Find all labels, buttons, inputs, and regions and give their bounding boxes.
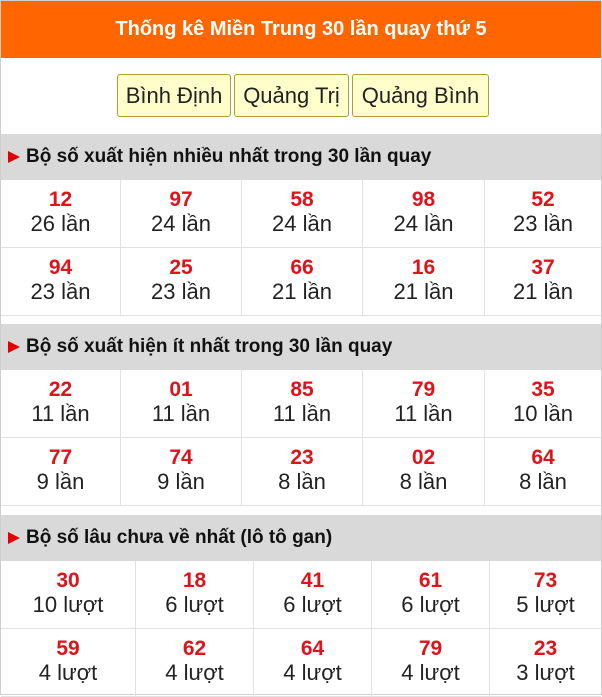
province-button-quang-tri[interactable]: Quảng Trị [234, 74, 349, 117]
number-cell [363, 248, 485, 316]
number-cell [485, 180, 601, 248]
lottery-number: 16 [411, 256, 436, 279]
number-cell [490, 561, 601, 629]
occurrence-count: 23 lần [513, 211, 573, 236]
occurrence-count: 21 lần [513, 279, 573, 304]
number-cell [242, 438, 363, 506]
number-cell [363, 180, 485, 248]
lottery-number: 02 [411, 446, 436, 469]
lottery-number: 52 [531, 188, 555, 211]
lottery-number: 74 [169, 446, 193, 469]
section-title: Bộ số xuất hiện nhiều nhất trong 30 lần quay [26, 146, 432, 167]
lottery-number: 98 [411, 188, 436, 211]
occurrence-count: 23 lần [30, 279, 91, 304]
lottery-number: 37 [531, 256, 555, 279]
number-cell [1, 438, 121, 506]
grid-row [1, 180, 601, 248]
lottery-number: 94 [48, 256, 73, 279]
lottery-number: 41 [300, 569, 325, 592]
section-title: Bộ số lâu chưa về nhất (lô tô gan) [26, 527, 333, 548]
occurrence-count: 4 lượt [283, 660, 342, 685]
number-cell [242, 248, 363, 316]
section-heading [1, 324, 601, 370]
arrow-right-icon [8, 341, 20, 353]
occurrence-count: 10 lần [513, 401, 573, 426]
lottery-number: 22 [48, 378, 73, 401]
lottery-number: 97 [169, 188, 193, 211]
number-cell [363, 438, 485, 506]
number-cell [372, 561, 490, 629]
lottery-number: 30 [56, 569, 80, 592]
arrow-right-icon [8, 532, 20, 544]
province-buttons [1, 74, 601, 117]
lottery-number: 18 [182, 569, 207, 592]
lottery-number: 35 [531, 378, 555, 401]
grid-row [1, 438, 601, 506]
section-heading [1, 134, 601, 180]
number-cell [1, 561, 136, 629]
number-cell [1, 629, 136, 697]
occurrence-count: 6 lượt [401, 592, 460, 617]
section-heading [1, 515, 601, 561]
grid-row [1, 629, 601, 697]
lottery-number: 23 [290, 446, 314, 469]
occurrence-count: 9 lần [157, 469, 205, 494]
grid-row [1, 248, 601, 316]
occurrence-count: 23 lần [151, 279, 211, 304]
grid-row [1, 370, 601, 438]
number-cell [254, 561, 372, 629]
lottery-number: 73 [533, 569, 558, 592]
lottery-number: 66 [290, 256, 314, 279]
number-cell [136, 561, 254, 629]
section-title: Bộ số xuất hiện ít nhất trong 30 lần quay [26, 336, 393, 357]
occurrence-count: 8 lần [399, 469, 448, 494]
lottery-number: 01 [169, 378, 193, 401]
number-cell [121, 370, 242, 438]
number-cell [121, 248, 242, 316]
number-cell [254, 629, 372, 697]
grid-row [1, 561, 601, 629]
occurrence-count: 24 lần [272, 211, 332, 236]
occurrence-count: 26 lần [30, 211, 91, 236]
number-cell [136, 629, 254, 697]
arrow-right-icon [8, 151, 20, 163]
occurrence-count: 4 lượt [165, 660, 224, 685]
occurrence-count: 3 lượt [516, 660, 575, 685]
lottery-number: 58 [290, 188, 314, 211]
number-cell [242, 180, 363, 248]
lottery-number: 79 [411, 378, 436, 401]
occurrence-count: 24 lần [151, 211, 211, 236]
lottery-number: 59 [56, 637, 80, 660]
lottery-number: 77 [48, 446, 73, 469]
occurrence-count: 24 lần [393, 211, 454, 236]
number-cell [121, 438, 242, 506]
lottery-number: 61 [418, 569, 443, 592]
occurrence-count: 11 lần [151, 401, 211, 426]
lottery-number: 25 [169, 256, 193, 279]
number-cell [485, 438, 601, 506]
lottery-number: 85 [290, 378, 314, 401]
lottery-number: 12 [48, 188, 73, 211]
lottery-number: 62 [182, 637, 207, 660]
occurrence-count: 8 lần [278, 469, 326, 494]
occurrence-count: 9 lần [36, 469, 85, 494]
occurrence-count: 21 lần [393, 279, 454, 304]
occurrence-count: 8 lần [519, 469, 567, 494]
number-cell [242, 370, 363, 438]
number-cell [1, 248, 121, 316]
province-button-binh-dinh[interactable]: Bình Định [117, 74, 231, 117]
lottery-number: 79 [418, 637, 443, 660]
occurrence-count: 6 lượt [165, 592, 224, 617]
occurrence-count: 11 lần [394, 401, 453, 426]
number-cell [1, 370, 121, 438]
occurrence-count: 4 lượt [401, 660, 460, 685]
occurrence-count: 10 lượt [32, 592, 104, 617]
number-cell [363, 370, 485, 438]
number-cell [1, 180, 121, 248]
occurrence-count: 11 lần [31, 401, 90, 426]
lottery-number: 64 [300, 637, 325, 660]
number-cell [490, 629, 601, 697]
page-title: Thống kê Miền Trung 30 lần quay thứ 5 [1, 1, 601, 58]
occurrence-count: 11 lần [272, 401, 332, 426]
number-cell [485, 248, 601, 316]
occurrence-count: 6 lượt [283, 592, 342, 617]
occurrence-count: 5 lượt [516, 592, 575, 617]
number-cell [121, 180, 242, 248]
number-cell [372, 629, 490, 697]
province-button-quang-binh[interactable]: Quảng Bình [352, 74, 489, 117]
number-cell [485, 370, 601, 438]
lottery-number: 23 [533, 637, 558, 660]
occurrence-count: 21 lần [272, 279, 332, 304]
lottery-number: 64 [531, 446, 555, 469]
occurrence-count: 4 lượt [38, 660, 98, 685]
